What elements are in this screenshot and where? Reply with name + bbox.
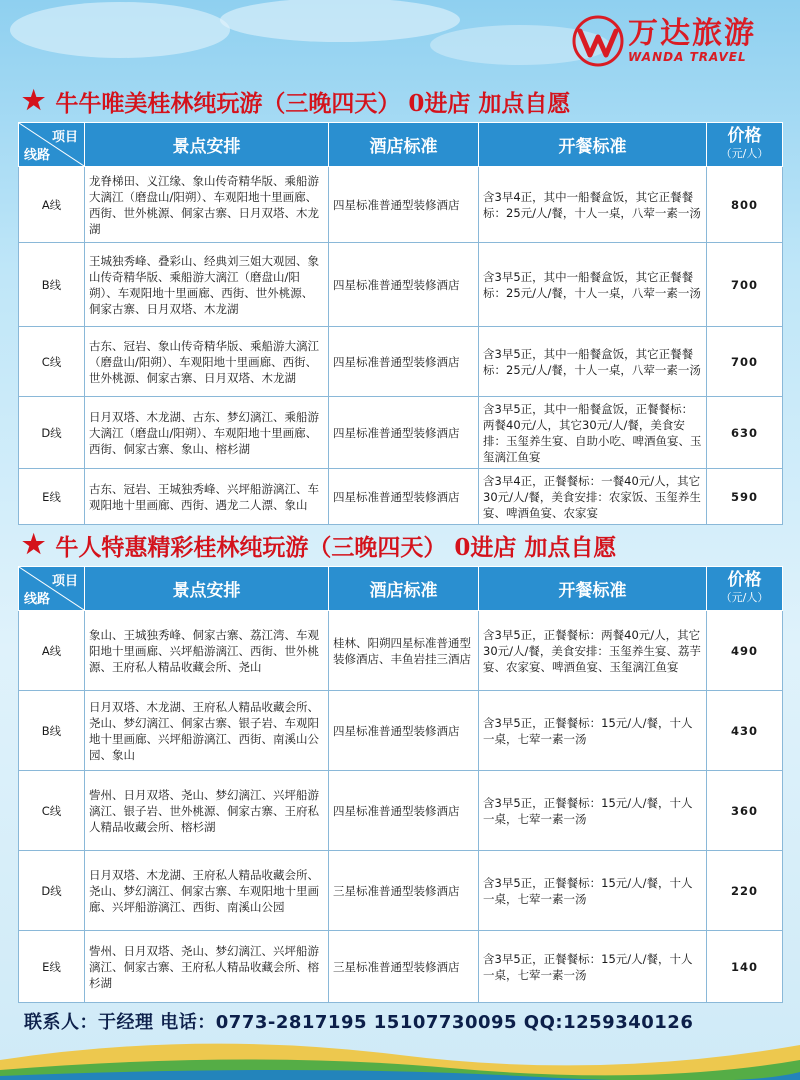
corner-top-label: 项目 (51, 130, 78, 145)
meals-header: 开餐标准 (479, 567, 707, 611)
route-hotel: 四星标准普通型装修酒店 (329, 771, 479, 851)
route-line: D线 (19, 851, 85, 931)
star-icon: ★ (22, 86, 46, 116)
route-spots: 王城独秀峰、叠彩山、经典刘三姐大观园、象山传奇精华版、乘船游大漓江（磨盘山/阳朔）、车观阳地十里画廊、西街、世外桃源、侗家古寨、日月双塔、木龙湖 (85, 243, 329, 327)
route-meals: 含3早5正，其中一船餐盒饭，正餐餐标：两餐40元/人，其它30元/人/餐，美食安排：玉玺养生宴、自助小吃、啤酒鱼宴、玉玺漓江鱼宴 (479, 397, 707, 469)
route-meals: 含3早4正，正餐餐标：一餐40元/人，其它30元/人/餐，美食安排：农家饭、玉玺养生宴、啤酒鱼宴、农家宴 (479, 469, 707, 525)
table-row (19, 691, 783, 771)
corner-header (19, 123, 85, 167)
brand-name-cn: 万达旅游 (628, 16, 756, 51)
route-price: 630 (707, 397, 783, 469)
route-price: 700 (707, 243, 783, 327)
table-row (19, 397, 783, 469)
route-meals: 含3早5正，其中一船餐盒饭，其它正餐餐标：25元/人/餐，十人一桌，八荤一素一汤 (479, 327, 707, 397)
route-meals: 含3早5正，正餐餐标：15元/人/餐，十人一桌，七荤一素一汤 (479, 931, 707, 1003)
route-meals: 含3早4正，其中一船餐盒饭，其它正餐餐标：25元/人/餐，十人一桌，八荤一素一汤 (479, 167, 707, 243)
route-meals: 含3早5正，正餐餐标：15元/人/餐，十人一桌，七荤一素一汤 (479, 691, 707, 771)
route-line: C线 (19, 771, 85, 851)
route-hotel: 三星标准普通型装修酒店 (329, 931, 479, 1003)
route-spots: 訾州、日月双塔、尧山、梦幻漓江、兴坪船游漓江、银子岩、世外桃源、侗家古寨、王府私人精品收藏会所、榕杉湖 (85, 771, 329, 851)
section-title (22, 84, 570, 118)
route-price: 490 (707, 611, 783, 691)
table-row (19, 167, 783, 243)
section-title (22, 528, 616, 562)
hotel-header: 酒店标准 (329, 567, 479, 611)
route-hotel: 三星标准普通型装修酒店 (329, 851, 479, 931)
route-table (18, 122, 783, 525)
route-spots: 訾州、日月双塔、尧山、梦幻漓江、兴坪船游漓江、侗家古寨、王府私人精品收藏会所、榕杉湖 (85, 931, 329, 1003)
route-price: 590 (707, 469, 783, 525)
route-hotel: 四星标准普通型装修酒店 (329, 167, 479, 243)
route-spots: 日月双塔、木龙湖、王府私人精品收藏会所、尧山、梦幻漓江、侗家古寨、银子岩、车观阳地十里画廊、兴坪船游漓江、西街、南溪山公园、象山 (85, 691, 329, 771)
spots-header: 景点安排 (85, 123, 329, 167)
route-price: 800 (707, 167, 783, 243)
route-table (18, 566, 783, 1003)
route-spots: 古东、冠岩、王城独秀峰、兴坪船游漓江、车观阳地十里画廊、西街、遇龙二人漂、象山 (85, 469, 329, 525)
table-row (19, 931, 783, 1003)
route-hotel: 四星标准普通型装修酒店 (329, 397, 479, 469)
route-spots: 龙脊梯田、义江缘、象山传奇精华版、乘船游大漓江（磨盘山/阳朔）、车观阳地十里画廊、西街、世外桃源、侗家古寨、日月双塔、木龙湖 (85, 167, 329, 243)
route-meals: 含3早5正，正餐餐标：15元/人/餐，十人一桌，七荤一素一汤 (479, 771, 707, 851)
hotel-header: 酒店标准 (329, 123, 479, 167)
route-price: 360 (707, 771, 783, 851)
wanda-logo-icon (572, 15, 624, 67)
route-hotel: 四星标准普通型装修酒店 (329, 243, 479, 327)
section-title-text: 牛人特惠精彩桂林纯玩游（三晚四天） 0进店 加点自愿 (55, 533, 617, 561)
table-row (19, 611, 783, 691)
brand-logo (572, 12, 782, 70)
route-line: B线 (19, 691, 85, 771)
route-hotel: 四星标准普通型装修酒店 (329, 691, 479, 771)
route-price: 430 (707, 691, 783, 771)
table-row (19, 771, 783, 851)
meals-header: 开餐标准 (479, 123, 707, 167)
corner-top-label: 项目 (51, 574, 78, 589)
route-line: A线 (19, 167, 85, 243)
route-meals: 含3早5正，其中一船餐盒饭，其它正餐餐标：25元/人/餐，十人一桌，八荤一素一汤 (479, 243, 707, 327)
route-line: B线 (19, 243, 85, 327)
route-spots: 古东、冠岩、象山传奇精华版、乘船游大漓江（磨盘山/阳朔）、车观阳地十里画廊、西街、世外桃源、侗家古寨、日月双塔、木龙湖 (85, 327, 329, 397)
route-meals: 含3早5正，正餐餐标：15元/人/餐，十人一桌，七荤一素一汤 (479, 851, 707, 931)
price-unit-label: （元/人） (720, 146, 769, 160)
route-price: 700 (707, 327, 783, 397)
route-spots: 象山、王城独秀峰、侗家古寨、荔江湾、车观阳地十里画廊、兴坪船游漓江、西街、世外桃源、王府私人精品收藏会所、尧山 (85, 611, 329, 691)
route-line: E线 (19, 931, 85, 1003)
price-unit-label: （元/人） (720, 590, 769, 604)
price-header (707, 567, 783, 611)
route-spots: 日月双塔、木龙湖、古东、梦幻漓江、乘船游大漓江（磨盘山/阳朔）、车观阳地十里画廊、西街、侗家古寨、象山、榕杉湖 (85, 397, 329, 469)
corner-bottom-label: 线路 (24, 592, 51, 607)
table-header-row (19, 123, 783, 167)
route-line: C线 (19, 327, 85, 397)
table-row (19, 851, 783, 931)
star-icon: ★ (22, 530, 46, 560)
price-header (707, 123, 783, 167)
wave-decoration (0, 1020, 800, 1080)
price-header-label: 价格 (727, 569, 762, 590)
spots-header: 景点安排 (85, 567, 329, 611)
route-hotel: 四星标准普通型装修酒店 (329, 327, 479, 397)
route-meals: 含3早5正，正餐餐标：两餐40元/人，其它30元/人/餐，美食安排：玉玺养生宴、荔芋宴、农家宴、啤酒鱼宴、玉玺漓江鱼宴 (479, 611, 707, 691)
table-row (19, 243, 783, 327)
table-row (19, 469, 783, 525)
brand-name-en: WANDA TRAVEL (628, 50, 747, 64)
corner-header (19, 567, 85, 611)
table-row (19, 327, 783, 397)
route-line: A线 (19, 611, 85, 691)
route-line: E线 (19, 469, 85, 525)
table-header-row (19, 567, 783, 611)
contact-info: 联系人：于经理 电话：0773-2817195 15107730095 QQ:1259340126 (24, 1012, 694, 1033)
price-header-label: 价格 (727, 125, 762, 146)
route-hotel: 四星标准普通型装修酒店 (329, 469, 479, 525)
route-price: 220 (707, 851, 783, 931)
route-price: 140 (707, 931, 783, 1003)
route-hotel: 桂林、阳朔四星标准普通型装修酒店、丰鱼岩挂三酒店 (329, 611, 479, 691)
route-spots: 日月双塔、木龙湖、王府私人精品收藏会所、尧山、梦幻漓江、侗家古寨、车观阳地十里画廊、兴坪船游漓江、西街、南溪山公园 (85, 851, 329, 931)
section-title-text: 牛牛唯美桂林纯玩游（三晚四天） 0进店 加点自愿 (55, 89, 571, 117)
corner-bottom-label: 线路 (24, 148, 51, 163)
route-line: D线 (19, 397, 85, 469)
